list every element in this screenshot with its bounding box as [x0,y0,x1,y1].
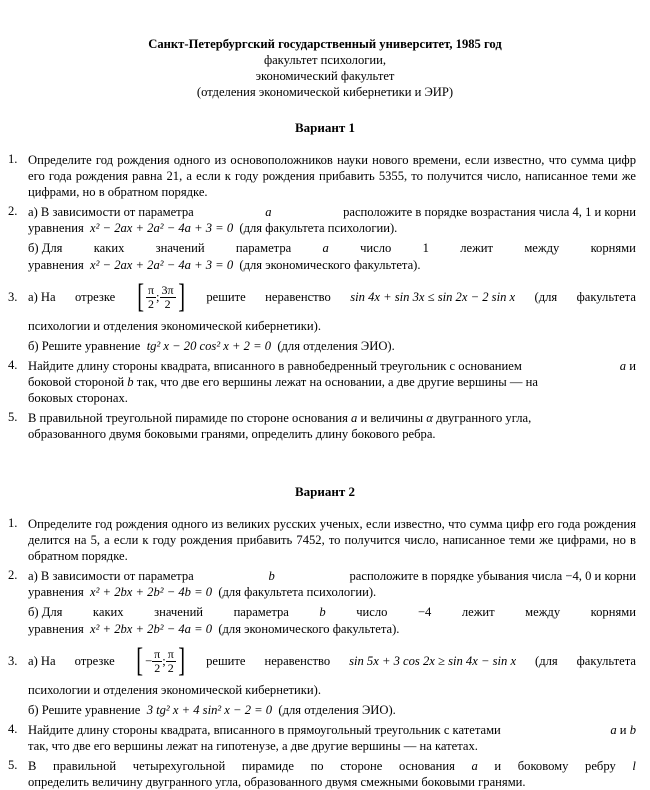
equation: x² + 2bx + 2b² − 4b = 0 [90,585,213,599]
problem-text: Определите год рождения одного из основоположников науки нового времени, если известно, что сумма цифр его года рождения равна 21, а если к году рождения прибавить 5355, то получится число, написанное теми же цифрами, но в обратном порядке. [28,153,636,199]
header-line-departments: (отделения экономической кибернетики и ЭИР) [196,85,454,99]
variant-2-title: Вариант 2 [294,484,356,499]
problem-number: 1. [8,152,18,166]
inequality: sin 5x + 3 cos 2x ≥ sin 4x − sin x [349,653,517,668]
problem-number: 5. [8,410,18,424]
problem-number: 4. [8,358,18,372]
problem-number: 5. [8,758,18,772]
equation: x² + 2bx + 2b² − 4a = 0 [90,622,213,636]
problem-number: 3. [8,290,18,304]
equation: tg² x − 20 cos² x + 2 = 0 [146,339,272,353]
interval: [ $\frac{\pi}{2}$ ; $\frac{3\pi}{2}$ ] [136,278,185,315]
equation: x² − 2ax + 2a² − 4a + 3 = 0 [90,221,234,235]
document-title: Санкт-Петербургский государственный университет, 1985 год [148,37,502,51]
header-line-faculty-economics: экономический факультет [255,69,395,83]
problem-number: 3. [8,654,18,668]
document-page: Санкт-Петербургский государственный университет, 1985 год факультет психологии, экономический факультет (отделения экономической кибернетики и ЭИР) Вариант 1 1. Определите год рождения одного из основоположников науки нового времени, если известно, что сумма цифр его года рождения равна 21, а если к году рождения прибавить 5355, то получится число, написанное теми же цифрами, но в обратном порядке. 2. а) В зависимости от параметра a расположите в порядке возрастания числа 4, 1 и корни уравнения x² − 2ax + 2a² − 4a + 3 = 0 (для факультета психологии). б) Для каких значений параметра a число 1 лежит между корнями уравнения x² − 2ax + 2a² − 4a + 3 = 0 (для экономического факультета). 3. а) На отрезке [ $\frac{\pi}{2}$ ; $\frac{3\pi}{2}$ ] решите неравенство sin 4x + sin 3x ≤ sin 2x − 2 sin x (для факультета психологии и отделения экономической кибернетики). б) Решите уравнение tg² x − 20 cos² x + 2 = 0 (для отделения ЭИО). 4. Найдите длину стороны квадрата, вписанного в равнобедренный треугольник с основанием a и боковой стороной b так, что две его вершины лежат на основании, а две другие вершины — на боковых сторонах. 5. В правильной треугольной пирамиде по стороне основания a и величины α двугранного угла, образованного двумя боковыми гранями, определить длину бокового ребра. Вариант 2 1. Определите год рождения одного из великих русских ученых, если известно, что сумма цифр его года рождения делится на 5, а если к году рождения прибавить 7452, то получится число, написанное теми же цифрами, но в обратном порядке. 2. а) В зависимости от параметра b расположите в порядке убывания числа −4, 0 и корни уравнения x² + 2bx + 2b² − 4b = 0 (для факультета психологии). б) Для каких значений параметра b число −4 лежит между корнями уравнения x² + 2bx + 2b² − 4a = 0 (для экономического факультета). 3. а) На отрезке [ − $\frac{\pi}{2}$ ; $\frac{\pi}{2}$ ] решите неравенство sin 5x + 3 cos 2x ≥ sin 4x − sin x (для факультета психологии и отделения экономической кибернетики). б) Решите уравнение 3 tg² x + 4 sin² x − 2 = 0 (для отделения ЭИО). 4. Найдите длину стороны квадрата, вписанного в прямоугольный треугольник с катетами a и b так, что две его вершины лежат на гипотенузе, а две другие вершины — на катетах. 5. В правильной четырехугольной пирамиде по стороне основания a и боковому ребру l определить величину двугранного угла, образованного двумя смежными боковыми гранями. [0,0,650,790]
equation: x² − 2ax + 2a² − 4a + 3 = 0 [90,258,234,272]
equation: 3 tg² x + 4 sin² x − 2 = 0 [146,703,273,717]
interval: [ − $\frac{\pi}{2}$ ; $\frac{\pi}{2}$ ] [136,642,185,679]
inequality: sin 4x + sin 3x ≤ sin 2x − 2 sin x [350,289,516,304]
problem-number: 2. [8,568,18,582]
variant-1-title: Вариант 1 [294,120,356,135]
problem-text: Определите год рождения одного из великих русских ученых, если известно, что сумма цифр его года рождения делится на 5, а если к году рождения прибавить 7452, то получится число, написанное теми же цифрами, но в обратном порядке. [28,517,636,563]
problem-number: 4. [8,722,18,736]
problem-number: 1. [8,516,18,530]
problem-number: 2. [8,204,18,218]
document-header [0,36,650,100]
header-line-faculty-psychology: факультет психологии, [263,53,387,67]
